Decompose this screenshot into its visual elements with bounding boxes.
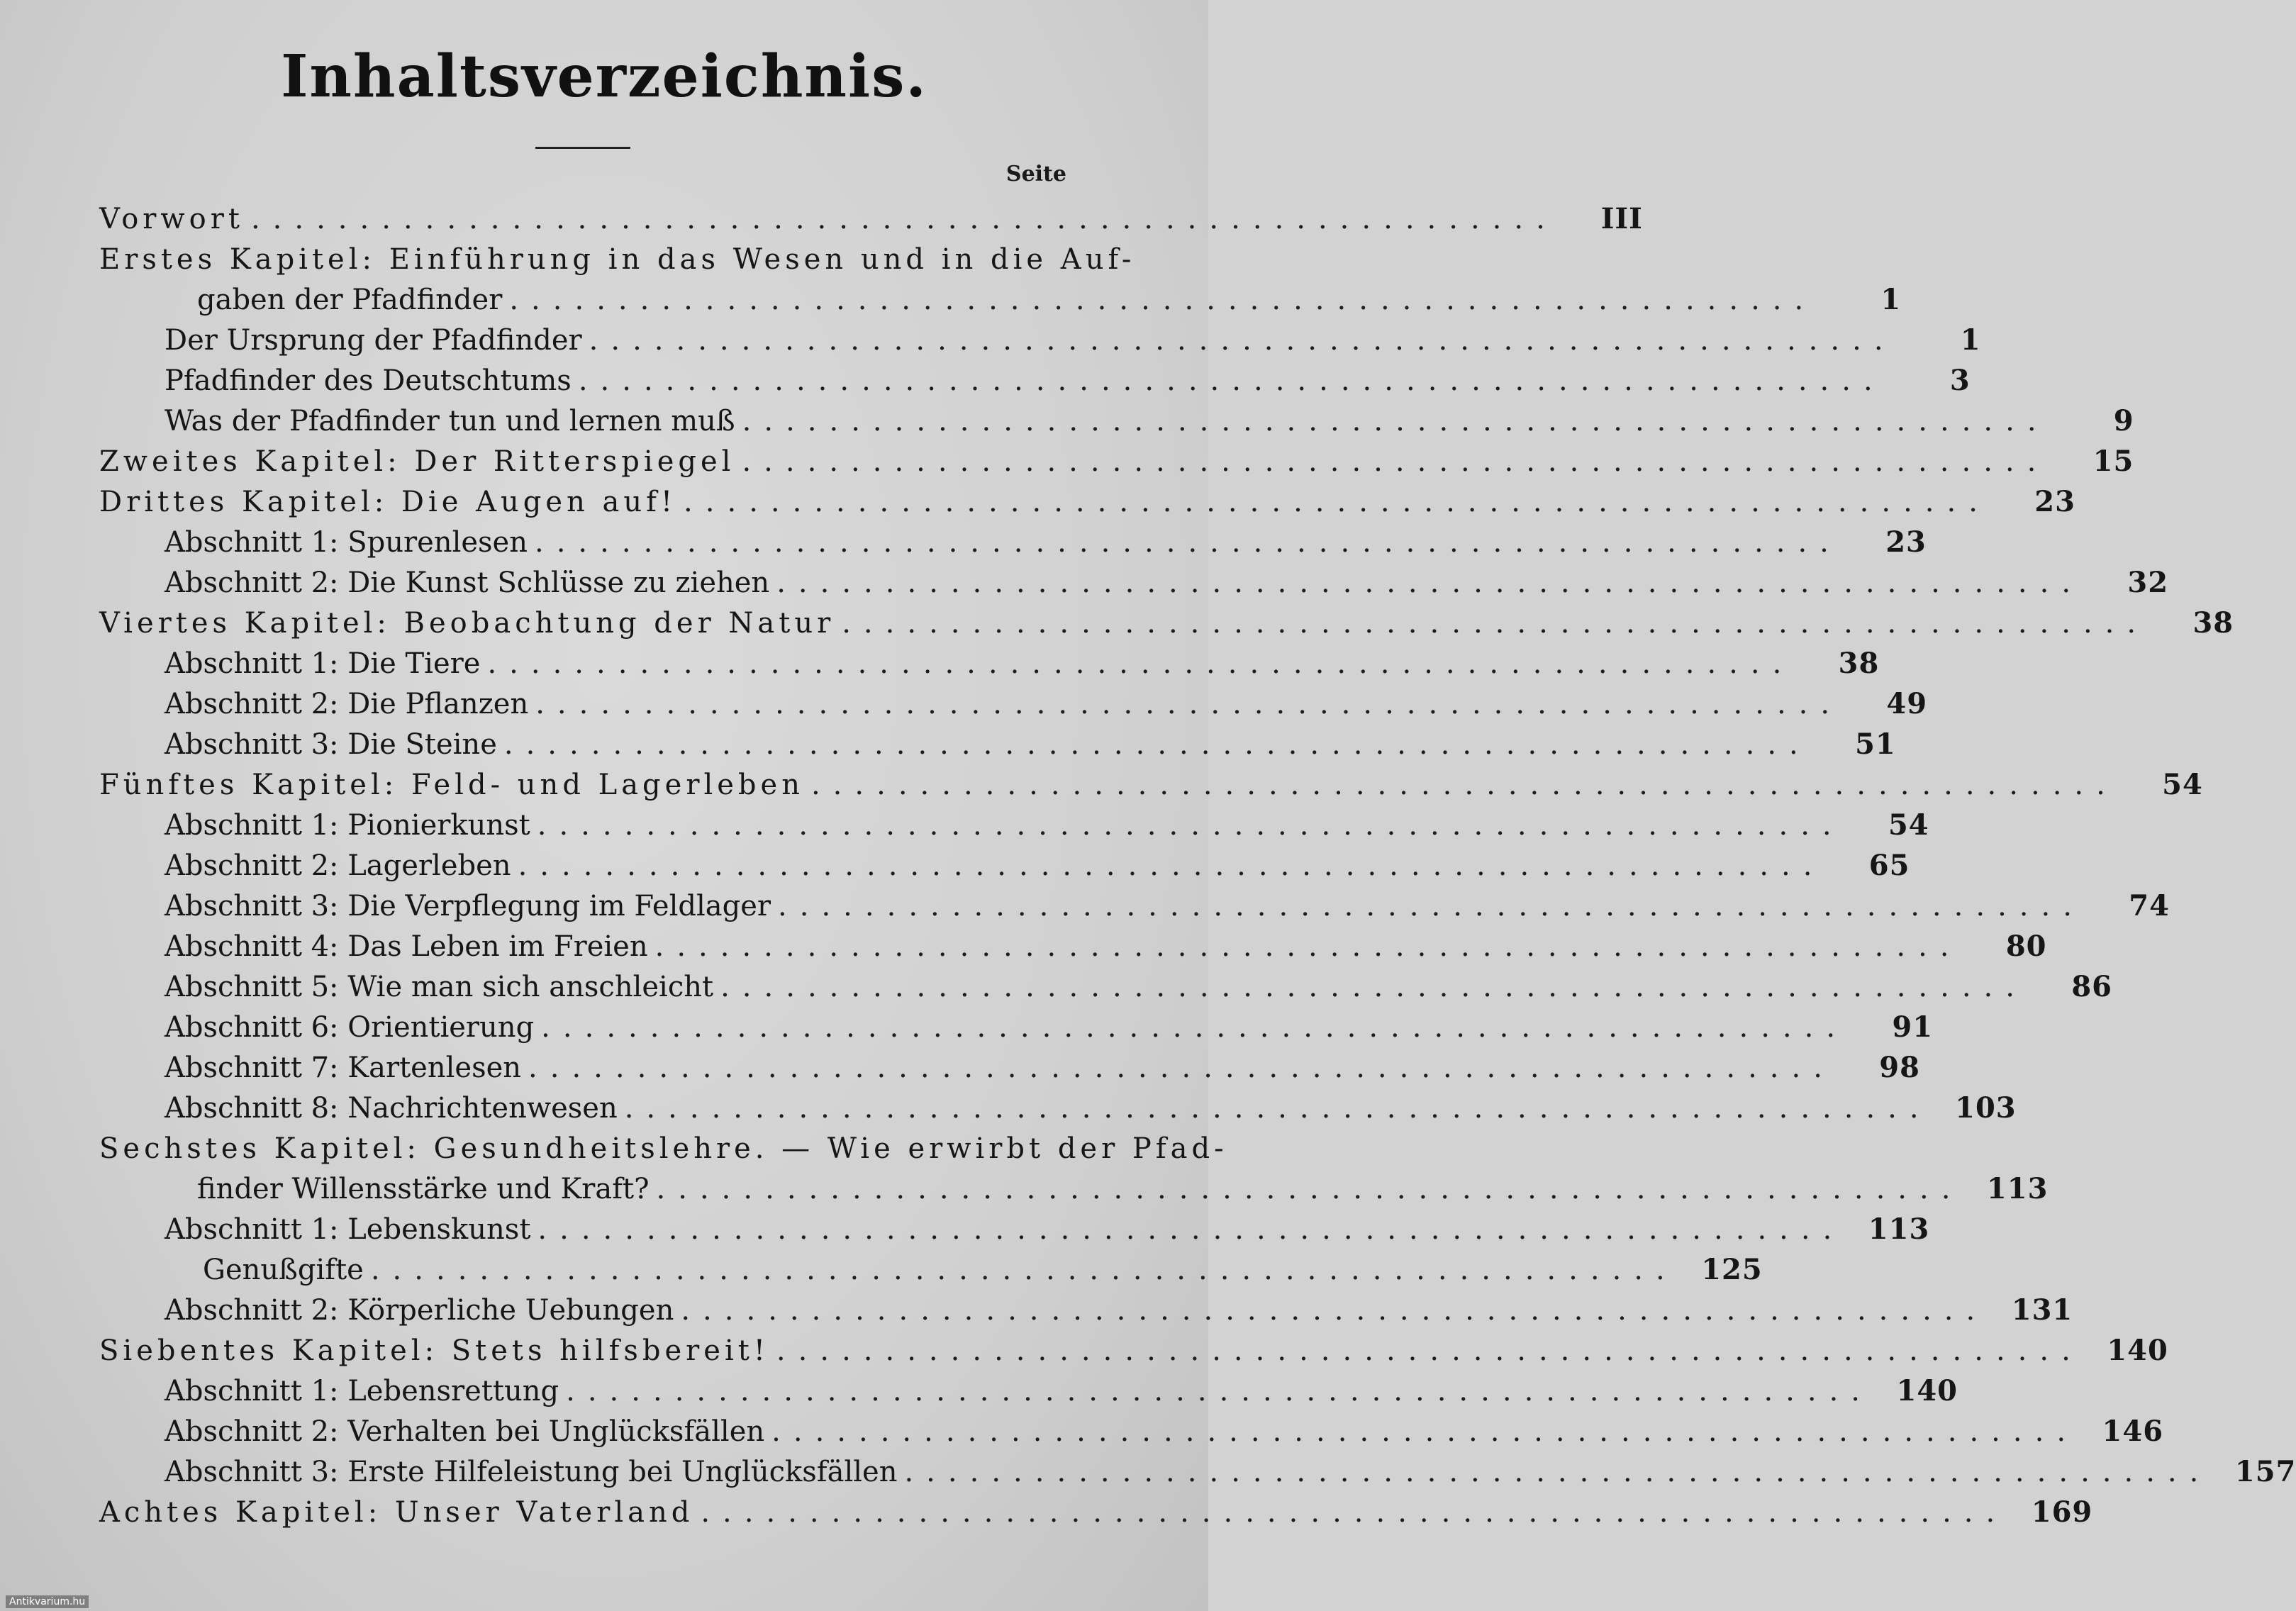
toc-page-number: 157 [2234, 1455, 2296, 1488]
toc-section [0, 1412, 2164, 1451]
toc-page-number: 65 [1868, 849, 1910, 882]
toc-entry-label: Sechstes Kapitel: Gesundheitslehre. — Wie erwirbt der Pfad- [99, 1132, 1228, 1165]
toc-entry-label: Was der Pfadfinder tun und lernen muß [165, 405, 735, 437]
leader-dots: ............................................................ [778, 890, 2085, 922]
leader-dots: ............................................................ [537, 809, 1844, 842]
leader-dots: ............................................................ [528, 1052, 1835, 1084]
toc-page-number: 86 [2071, 970, 2112, 1003]
toc-entry-continuation: finder Willensstärke und Kraft? [197, 1173, 650, 1205]
toc-page-number: 98 [1879, 1051, 1920, 1084]
toc-chapter [0, 200, 1643, 238]
toc-page-number: 113 [1986, 1172, 2049, 1205]
toc-page-number: 3 [1949, 364, 1971, 397]
leader-dots: ............................................................ [720, 971, 2027, 1003]
leader-dots: ............................................................ [535, 526, 1841, 559]
leader-dots: ............................................................ [518, 849, 1825, 882]
toc-entry-label: Pfadfinder des Deutschtums [165, 364, 572, 397]
toc-page-number: 15 [2092, 445, 2134, 478]
toc-page-number: 74 [2129, 889, 2170, 922]
toc-page-number: 140 [2107, 1334, 2168, 1367]
toc-page-number: 38 [1838, 647, 1880, 680]
leader-dots: ............................................................ [810, 769, 2118, 801]
toc-section [0, 968, 2112, 1006]
leader-dots: ............................................................ [654, 930, 1962, 963]
toc-chapter [0, 240, 1208, 279]
page-title: Inhaltsverzeichnis. [281, 43, 927, 111]
toc-entry-label: Abschnitt 4: Das Leben im Freien [165, 930, 648, 963]
toc-chapter-continuation [0, 1170, 2049, 1208]
leader-dots: ............................................................ [541, 1011, 1849, 1044]
leader-dots: ............................................................ [742, 405, 2049, 437]
toc-page-number: 23 [1885, 525, 1927, 559]
toc-page-number: 131 [2011, 1293, 2073, 1327]
toc-section [0, 1251, 1763, 1289]
leader-dots: ............................................................ [624, 1092, 1932, 1125]
toc-chapter [0, 483, 2075, 521]
toc-entry-label: Vorwort [99, 203, 244, 235]
leader-dots: ............................................................ [370, 1254, 1678, 1286]
toc-entry-label: Abschnitt 2: Die Pflanzen [165, 688, 529, 720]
leader-dots: ............................................................ [487, 647, 1795, 680]
toc-entry-label: Abschnitt 2: Lagerleben [165, 849, 511, 882]
toc-entry-label: Fünftes Kapitel: Feld- und Lagerleben [99, 769, 804, 801]
toc-chapter [0, 1332, 2168, 1370]
toc-chapter [0, 442, 2134, 481]
toc-section [0, 523, 1927, 562]
leader-dots: ............................................................ [503, 728, 1811, 761]
toc-page-number: 23 [2034, 485, 2075, 518]
toc-section [0, 806, 1929, 844]
leader-dots: ............................................................ [684, 486, 1990, 518]
toc-chapter [0, 1493, 2093, 1532]
toc-entry-label: Zweites Kapitel: Der Ritterspiegel [99, 445, 735, 478]
leader-dots: ............................................................ [509, 284, 1817, 316]
toc-section [0, 1291, 2073, 1330]
toc-entry-label: Abschnitt 6: Orientierung [165, 1011, 535, 1044]
toc-entry-continuation: gaben der Pfadfinder [197, 284, 503, 316]
toc-section [0, 645, 1880, 683]
toc-section [0, 1049, 1920, 1087]
toc-entry-label: Abschnitt 1: Lebenskunst [165, 1213, 531, 1246]
toc-section [0, 725, 1896, 764]
toc-section [0, 887, 2170, 925]
leader-dots: ............................................................ [589, 324, 1896, 357]
leader-dots: ............................................................ [681, 1294, 1988, 1327]
toc-page-number: 146 [2102, 1415, 2164, 1448]
toc-entry-label: Drittes Kapitel: Die Augen auf! [99, 486, 677, 518]
leader-dots: ............................................................ [537, 1213, 1845, 1246]
leader-dots: ............................................................ [250, 203, 1558, 235]
leader-dots: ............................................................ [776, 1334, 2083, 1367]
toc-page-number: 9 [2113, 404, 2134, 437]
toc-entry-label: Erstes Kapitel: Einführung in das Wesen und in die Auf- [99, 243, 1136, 276]
leader-dots: ............................................................ [904, 1456, 2212, 1488]
watermark: Antikvarium.hu [6, 1595, 89, 1608]
toc-entry-label: Abschnitt 3: Erste Hilfeleistung bei Unglücksfällen [165, 1456, 898, 1488]
toc-entry-label: Siebentes Kapitel: Stets hilfsbereit! [99, 1334, 769, 1367]
toc-section [0, 321, 1981, 359]
toc-section [0, 847, 1910, 885]
toc-section [0, 362, 1971, 400]
toc-entry-label: Abschnitt 8: Nachrichtenwesen [165, 1092, 618, 1125]
toc-entry-label: Abschnitt 1: Lebensrettung [165, 1375, 559, 1407]
toc-entry-label: Abschnitt 5: Wie man sich anschleicht [165, 971, 714, 1003]
toc-entry-label: Abschnitt 1: Spurenlesen [165, 526, 528, 559]
toc-entry-label: Genußgifte [203, 1254, 364, 1286]
leader-dots: ............................................................ [771, 1415, 2079, 1448]
toc-chapter-continuation [0, 281, 1902, 319]
toc-entry-label: Abschnitt 7: Kartenlesen [165, 1052, 522, 1084]
leader-dots: ............................................................ [578, 364, 1885, 397]
leader-dots: ............................................................ [535, 688, 1843, 720]
toc-entry-label: Viertes Kapitel: Beobachtung der Natur [99, 607, 835, 640]
toc-chapter [0, 604, 2234, 642]
toc-page-number: 169 [2031, 1495, 2093, 1529]
toc-section [0, 1008, 1934, 1047]
toc-section [0, 685, 1928, 723]
toc-page-number: III [1600, 202, 1643, 235]
toc-entry-label: Abschnitt 1: Pionierkunst [165, 809, 530, 842]
toc-section [0, 564, 2169, 602]
toc-entry-label: Abschnitt 2: Körperliche Uebungen [165, 1294, 674, 1327]
toc-entry-label: Der Ursprung der Pfadfinder [165, 324, 582, 357]
toc-section [0, 1210, 1930, 1249]
toc-entry-label: Abschnitt 3: Die Verpflegung im Feldlager [165, 890, 771, 922]
toc-page-number: 1 [1880, 283, 1902, 316]
toc-chapter [0, 1130, 1228, 1168]
leader-dots: ............................................................ [742, 445, 2049, 478]
toc-page-number: 51 [1855, 728, 1896, 761]
leader-dots: ............................................................ [776, 567, 2084, 599]
toc-page-number: 38 [2192, 606, 2234, 640]
toc-chapter [0, 766, 2203, 804]
toc-page-number: 54 [1888, 808, 1929, 842]
leader-dots: ............................................................ [842, 607, 2149, 640]
toc-entry-label: Abschnitt 2: Die Kunst Schlüsse zu ziehen [165, 567, 770, 599]
toc-section [0, 1453, 2296, 1491]
toc-page-number: 54 [2162, 768, 2203, 801]
toc-section [0, 402, 2134, 440]
toc-section [0, 1372, 1958, 1410]
toc-page-number: 113 [1868, 1213, 1930, 1246]
page-column-header: Seite [1005, 162, 1066, 186]
leader-dots: ............................................................ [701, 1496, 2008, 1529]
toc-page-number: 49 [1886, 687, 1928, 720]
leader-dots: ............................................................ [566, 1375, 1873, 1407]
toc-page-number: 1 [1960, 323, 1981, 357]
leader-dots: ............................................................ [656, 1173, 1963, 1205]
toc-page-number: 103 [1955, 1091, 2017, 1125]
toc-section [0, 1089, 2017, 1127]
toc-page-number: 140 [1896, 1374, 1958, 1407]
toc-page-number: 125 [1701, 1253, 1763, 1286]
toc-entry-label: Achtes Kapitel: Unser Vaterland [99, 1496, 694, 1529]
toc-page-number: 91 [1892, 1010, 1934, 1044]
toc-entry-label: Abschnitt 2: Verhalten bei Unglücksfällen [165, 1415, 765, 1448]
toc-entry-label: Abschnitt 1: Die Tiere [165, 647, 481, 680]
toc-page-number: 32 [2127, 566, 2169, 599]
toc-page-number: 80 [2005, 930, 2047, 963]
toc-entry-label: Abschnitt 3: Die Steine [165, 728, 497, 761]
toc-section [0, 927, 2047, 966]
